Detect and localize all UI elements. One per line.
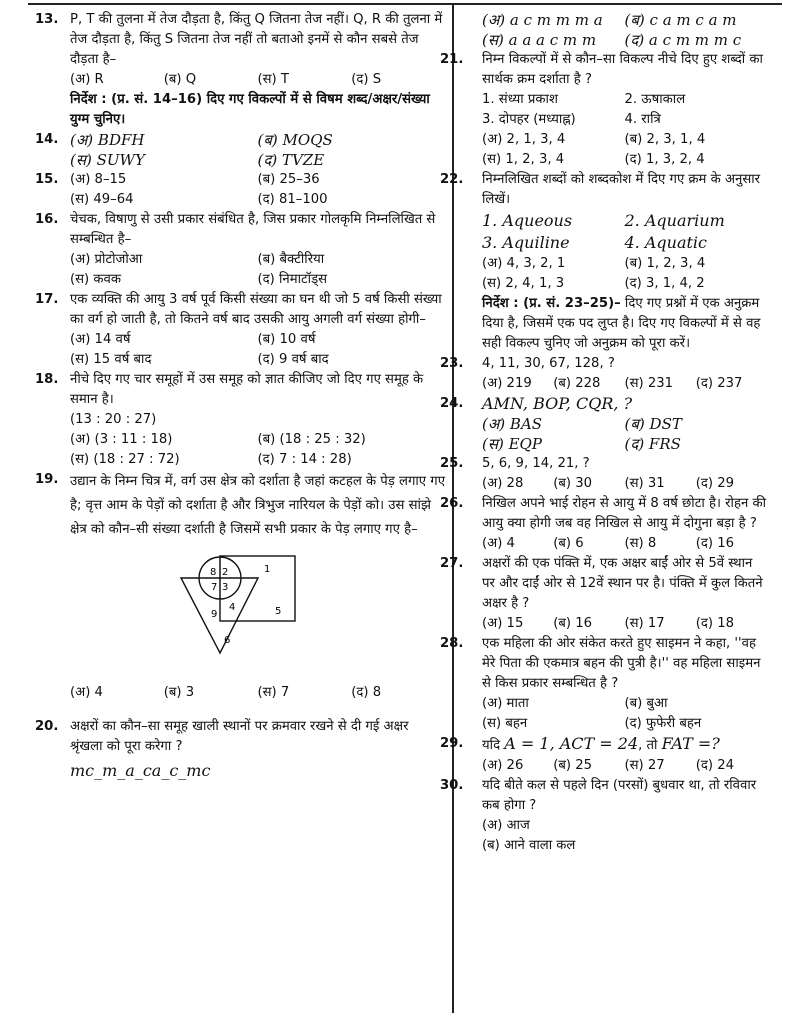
option: (द) 18 <box>695 616 735 631</box>
option: (ब) 30 <box>553 476 593 491</box>
option: (स) कवक <box>70 272 121 287</box>
option: (द) FRS <box>624 435 681 453</box>
option: (अ) 219 <box>482 376 532 391</box>
option: (स) 17 <box>624 616 665 631</box>
word: 4. Aquatic <box>624 233 707 252</box>
option: (द) निमाटॉड्स <box>257 272 328 287</box>
option: (द) 1, 3, 2, 4 <box>624 152 705 167</box>
question-13 <box>35 10 445 90</box>
option: (द) 16 <box>695 536 735 551</box>
directions-heading: निर्देश : (प्र. सं. 23–25)– <box>482 296 621 311</box>
word: 1. Aqueous <box>482 211 573 230</box>
left-column <box>35 10 445 781</box>
question-text: 4, 11, 30, 67, 128, ? <box>482 356 615 371</box>
given-group: (13 : 20 : 27) <box>70 412 157 427</box>
option: (स) 2, 4, 1, 3 <box>482 276 565 291</box>
top-rule <box>28 3 782 5</box>
region-label: 8 <box>210 567 217 578</box>
question-connector: , तो <box>638 738 662 753</box>
option: (स) (18 : 27 : 72) <box>70 452 180 467</box>
option: (अ) BAS <box>482 415 543 433</box>
question-text: एक व्यक्ति की आयु 3 वर्ष पूर्व किसी संख्या का घन थी जो 5 वर्ष किसी संख्या का वर्ग हो जाती है, तो कितने वर्ष बाद उसकी आयु अगली वर्ग संख्या होगी– <box>70 292 442 327</box>
question-text: एक महिला की ओर संकेत करते हुए साइमन ने कहा, ''वह मेरे पिता की एकमात्र बहन की पुत्री है।'' वह महिला साइमन से किस प्रकार सम्बन्धित है ? <box>482 636 761 691</box>
question-number: 30. <box>440 778 464 793</box>
option: (ब) बैक्टीरिया <box>257 252 325 267</box>
question-22 <box>440 170 767 294</box>
option: (द) 24 <box>695 758 735 773</box>
right-column <box>440 10 767 856</box>
question-text: AMN, BOP, CQR, ? <box>482 394 633 413</box>
question-text: नीचे दिए गए चार समूहों में उस समूह को ज्ञात कीजिए जो दिए गए समूह के समान है। <box>70 372 424 407</box>
option: (द) 7 : 14 : 28) <box>257 452 352 467</box>
option: (ब) 10 वर्ष <box>257 332 316 347</box>
option: (ब) MOQS <box>257 131 333 149</box>
option: (अ) 2, 1, 3, 4 <box>482 132 566 147</box>
question-text: उद्यान के निम्न चित्र में, वर्ग उस क्षेत्र को दर्शाता है जहां कटहल के पेड़ लगाए गए है; वृत्त आम के पेड़ों को दर्शाता है और त्रिभुज नारियल के पेड़ों को। उस सांझे क्षेत्र को कौन–सी संख्या दर्शाती है जिसमें सभी प्रकार के पेड़ लगाए गए है– <box>70 474 445 537</box>
option: (अ) 26 <box>482 758 524 773</box>
question-number: 14. <box>35 132 59 147</box>
option: (स) 231 <box>624 376 674 391</box>
option: (अ) a c m m m a <box>482 11 603 29</box>
option: (अ) 14 वर्ष <box>70 332 131 347</box>
option: (अ) 4 <box>482 536 515 551</box>
option: (द) 9 वर्ष बाद <box>257 352 329 367</box>
question-18 <box>35 370 445 470</box>
venn-diagram <box>180 550 310 660</box>
question-text: अक्षरों की एक पंक्ति में, एक अक्षर बाईं ओर से 5वें स्थान पर और दाईं ओर से 12वें स्थान पर है। पंक्ति में कुल कितने अक्षर है ? <box>482 556 763 611</box>
word: 3. Aquiline <box>482 233 570 252</box>
directions-23-25 <box>482 294 767 354</box>
option: (ब) आने वाला कल <box>482 838 576 853</box>
option: (स) 15 वर्ष बाद <box>70 352 152 367</box>
question-number: 17. <box>35 292 59 307</box>
option: (अ) आज <box>482 818 530 833</box>
question-27 <box>440 554 767 634</box>
option: (स) 49–64 <box>70 192 134 207</box>
option: (अ) 28 <box>482 476 524 491</box>
question-14 <box>35 130 445 170</box>
question-28 <box>440 634 767 734</box>
question-text: चेचक, विषाणु से उसी प्रकार संबंधित है, जिस प्रकार गोलकृमि निम्नलिखित से सम्बन्धित है– <box>70 212 436 247</box>
question-24 <box>440 394 767 454</box>
question-30 <box>440 776 767 856</box>
option: (ब) 6 <box>553 536 584 551</box>
region-label: 1 <box>264 564 271 575</box>
option: (ब) 1, 2, 3, 4 <box>624 256 706 271</box>
expression: FAT =? <box>661 734 720 753</box>
region-label: 3 <box>222 582 229 593</box>
option: (ब) c a m c a m <box>624 11 737 29</box>
option: (द) S <box>351 72 382 87</box>
word: 1. संध्या प्रकाश <box>482 92 558 107</box>
question-text: निम्न विकल्पों में से कौन–सा विकल्प नीचे दिए हुए शब्दों का सार्थक क्रम दर्शाता है ? <box>482 52 763 87</box>
option: (स) T <box>257 72 289 87</box>
word: 2. Aquarium <box>624 211 725 230</box>
question-text: निम्नलिखित शब्दों को शब्दकोश में दिए गए क्रम के अनुसार लिखें। <box>482 172 761 207</box>
option: (द) 237 <box>695 376 743 391</box>
question-number: 15. <box>35 172 59 187</box>
option: (स) 27 <box>624 758 665 773</box>
option: (स) EQP <box>482 435 542 453</box>
option: (अ) R <box>70 72 104 87</box>
option: (स) 8 <box>624 536 657 551</box>
option: (अ) BDFH <box>70 131 145 149</box>
question-text: निखिल अपने भाई रोहन से आयु में 8 वर्ष छोटा है। रोहन की आयु क्या होगी जब वह निखिल से आयु में दोगुना बड़ा है ? <box>482 496 767 531</box>
question-text: 5, 6, 9, 14, 21, ? <box>482 456 590 471</box>
option: (ब) 16 <box>553 616 593 631</box>
option: (ब) 25–36 <box>257 172 320 187</box>
question-number: 16. <box>35 212 59 227</box>
question-number: 26. <box>440 496 464 511</box>
word: 4. रात्रि <box>624 112 661 127</box>
question-text: अक्षरों का कौन–सा समूह खाली स्थानों पर क्रमवार रखने से दी गई अक्षर श्रृंखला को पूरा करेगा ? <box>70 719 409 754</box>
option: (ब) Q <box>163 72 197 87</box>
option: (ब) 2, 3, 1, 4 <box>624 132 706 147</box>
question-25 <box>440 454 767 494</box>
option: (द) फुफेरी बहन <box>624 716 702 731</box>
option: (अ) माता <box>482 696 529 711</box>
question-number: 21. <box>440 52 464 67</box>
question-number: 27. <box>440 556 464 571</box>
region-label: 7 <box>211 582 218 593</box>
question-number: 24. <box>440 396 464 411</box>
option: (द) 81–100 <box>257 192 328 207</box>
option: (ब) 25 <box>553 758 593 773</box>
question-16 <box>35 210 445 290</box>
option: (ब) DST <box>624 415 682 433</box>
directions-text: दिए गए प्रश्नों में एक अनुक्रम दिया है, जिसमें एक पद लुप्त है। दिए गए विकल्पों में से वह सही विकल्प चुनिए जो अनुक्रम को पूरा करें। <box>482 296 761 351</box>
question-prefix: यदि <box>482 738 505 753</box>
question-number: 28. <box>440 636 464 651</box>
option: (अ) 15 <box>482 616 524 631</box>
question-number: 19. <box>35 472 59 487</box>
question-number: 25. <box>440 456 464 471</box>
option: (ब) 228 <box>553 376 601 391</box>
question-21 <box>440 50 767 170</box>
option: (स) 31 <box>624 476 665 491</box>
question-19 <box>35 470 445 703</box>
option: (स) बहन <box>482 716 528 731</box>
option: (स) 7 <box>257 685 290 700</box>
option: (अ) 8–15 <box>70 172 127 187</box>
option: (द) 8 <box>351 685 382 700</box>
question-number: 20. <box>35 719 59 734</box>
word: 2. ऊषाकाल <box>624 92 686 107</box>
option: (द) TVZE <box>257 151 325 169</box>
option: (अ) 4, 3, 2, 1 <box>482 256 566 271</box>
question-number: 22. <box>440 172 464 187</box>
question-text <box>482 734 767 756</box>
region-label: 6 <box>224 635 231 646</box>
question-26 <box>440 494 767 554</box>
question-number: 23. <box>440 356 464 371</box>
question-20-options <box>462 10 767 50</box>
directions-14-16: निर्देश : (प्र. सं. 14–16) दिए गए विकल्पों में से विषम शब्द/अक्षर/संख्या युग्म चुनिए। <box>70 92 430 127</box>
region-label: 5 <box>275 606 282 617</box>
region-label: 4 <box>229 602 236 613</box>
question-number: 18. <box>35 372 59 387</box>
option: (ब) (18 : 25 : 32) <box>257 432 366 447</box>
region-label: 2 <box>222 567 229 578</box>
option: (स) SUWY <box>70 151 145 169</box>
question-17 <box>35 290 445 370</box>
word: 3. दोपहर (मध्याह्न) <box>482 112 576 127</box>
question-20 <box>35 717 445 781</box>
question-15 <box>35 170 445 210</box>
question-text: P, T की तुलना में तेज दौड़ता है, किंतु Q जितना तेज नहीं। Q, R की तुलना में तेज दौड़ता है, किंतु S जितना तेज नहीं तो बताओ इनमें से कौन सबसे तेज दौड़ता है– <box>70 12 443 67</box>
option: (ब) बुआ <box>624 696 668 711</box>
option: (द) a c m m m c <box>624 31 742 49</box>
region-label: 9 <box>211 609 218 620</box>
question-number: 29. <box>440 736 464 751</box>
option: (अ) प्रोटोजोआ <box>70 252 143 267</box>
option: (अ) 4 <box>70 685 103 700</box>
option: (ब) 3 <box>163 685 195 700</box>
question-number: 13. <box>35 12 59 27</box>
expression: A = 1, ACT = 24 <box>504 734 639 753</box>
question-29 <box>440 734 767 776</box>
option: (द) 3, 1, 4, 2 <box>624 276 705 291</box>
question-text: यदि बीते कल से पहले दिन (परसों) बुधवार था, तो रविवार कब होगा ? <box>482 778 757 813</box>
option: (स) a a a c m m <box>482 31 597 49</box>
question-23 <box>440 354 767 394</box>
option: (अ) (3 : 11 : 18) <box>70 432 173 447</box>
option: (स) 1, 2, 3, 4 <box>482 152 565 167</box>
letter-series: mc_m_a_ca_c_mc <box>70 761 211 780</box>
option: (द) 29 <box>695 476 735 491</box>
